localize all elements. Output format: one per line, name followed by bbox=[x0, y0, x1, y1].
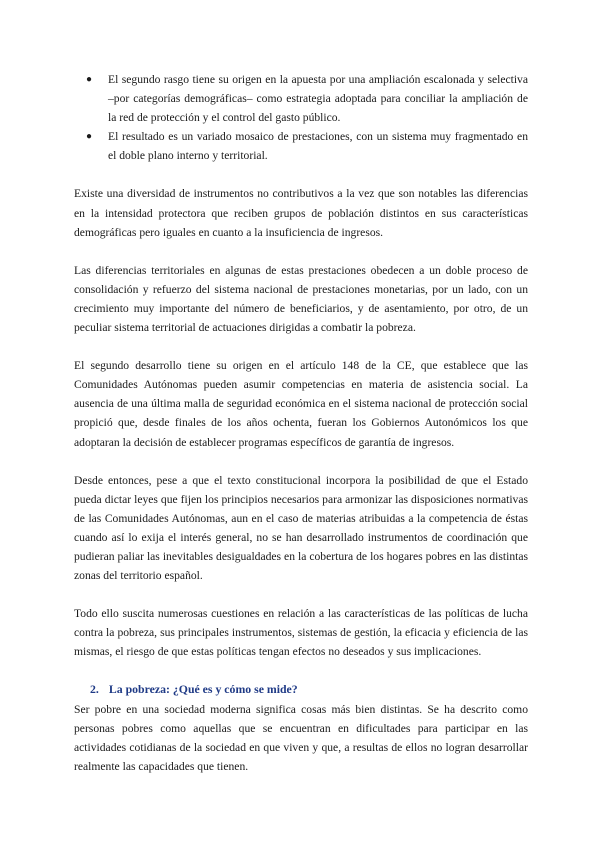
bullet-item bbox=[74, 127, 528, 165]
bullet-dot-icon: ● bbox=[86, 74, 93, 85]
paragraph: El segundo desarrollo tiene su origen en el artículo 148 de la CE, que establece que las Comunidades Autónomas pueden asumir competencias en materia de asistencia social. La ausencia de una última malla de seguridad económica en el sistema nacional de protección social propició que, desde finales de los años ochenta, fueran los Gobiernos Autonómicos los que adoptaran la decisión de establecer programas específicos de garantía de ingresos. bbox=[74, 359, 528, 449]
bullet-text: El segundo rasgo tiene su origen en la apuesta por una ampliación escalonada y selectiva –por categorías demográficas– como estrategia adoptada para conciliar la ampliación de la red de protección y el control del gasto público. bbox=[108, 73, 528, 125]
paragraph: Las diferencias territoriales en algunas de estas prestaciones obedecen a un doble proceso de consolidación y refuerzo del sistema nacional de prestaciones monetarias, por un lado, con un crecimiento muy importante del número de beneficiarios, y de asentamiento, por otro, de un peculiar sistema territorial de actuaciones dirigidas a combatir la pobreza. bbox=[74, 263, 528, 335]
bullet-text: El resultado es un variado mosaico de prestaciones, con un sistema muy fragmentado en el doble plano interno y territorial. bbox=[108, 130, 528, 163]
bullet-dot-icon: ● bbox=[86, 131, 93, 143]
section-paragraph: Ser pobre en una sociedad moderna significa cosas más bien distintas. Se ha descrito como personas pobres como aquellas que se encuentran en dificultades para participar en las actividades cotidianas de la sociedad en que viven y que, a resultas de ellos no logran desarrollar realmente las capacidades que tienen. bbox=[74, 702, 528, 773]
paragraph: Existe una diversidad de instrumentos no contributivos a la vez que son notables las diferencias en la intensidad protectora que reciben grupos de población distintos en sus características demográficas pero iguales en cuanto a la insuficiencia de ingresos. bbox=[74, 187, 528, 239]
section-title: La pobreza: ¿Qué es y cómo se mide? bbox=[108, 682, 298, 697]
document-body bbox=[74, 70, 528, 776]
section-heading bbox=[74, 680, 528, 699]
bullet-item bbox=[74, 70, 528, 127]
paragraph: Desde entonces, pese a que el texto constitucional incorpora la posibilidad de que el Estado pueda dictar leyes que fijen los principios necesarios para armonizar las disposiciones normativas de las Comunidades Autónomas, aun en el caso de materias atribuidas a la competencia de éstas cuando así lo exija el interés general, no se han desarrollado instrumentos de coordinación que pudieran paliar las inevitables desigualdades en la cobertura de los hogares pobres en las distintas zonas del territorio español. bbox=[74, 473, 528, 583]
bullet-list bbox=[74, 70, 528, 165]
section-number: 2. bbox=[90, 682, 99, 697]
paragraph: Todo ello suscita numerosas cuestiones en relación a las características de las políticas de lucha contra la pobreza, sus principales instrumentos, sistemas de gestión, la eficacia y eficiencia de las mismas, el riesgo de que estas políticas tengan efectos no deseados y sus implicaciones. bbox=[74, 607, 528, 659]
